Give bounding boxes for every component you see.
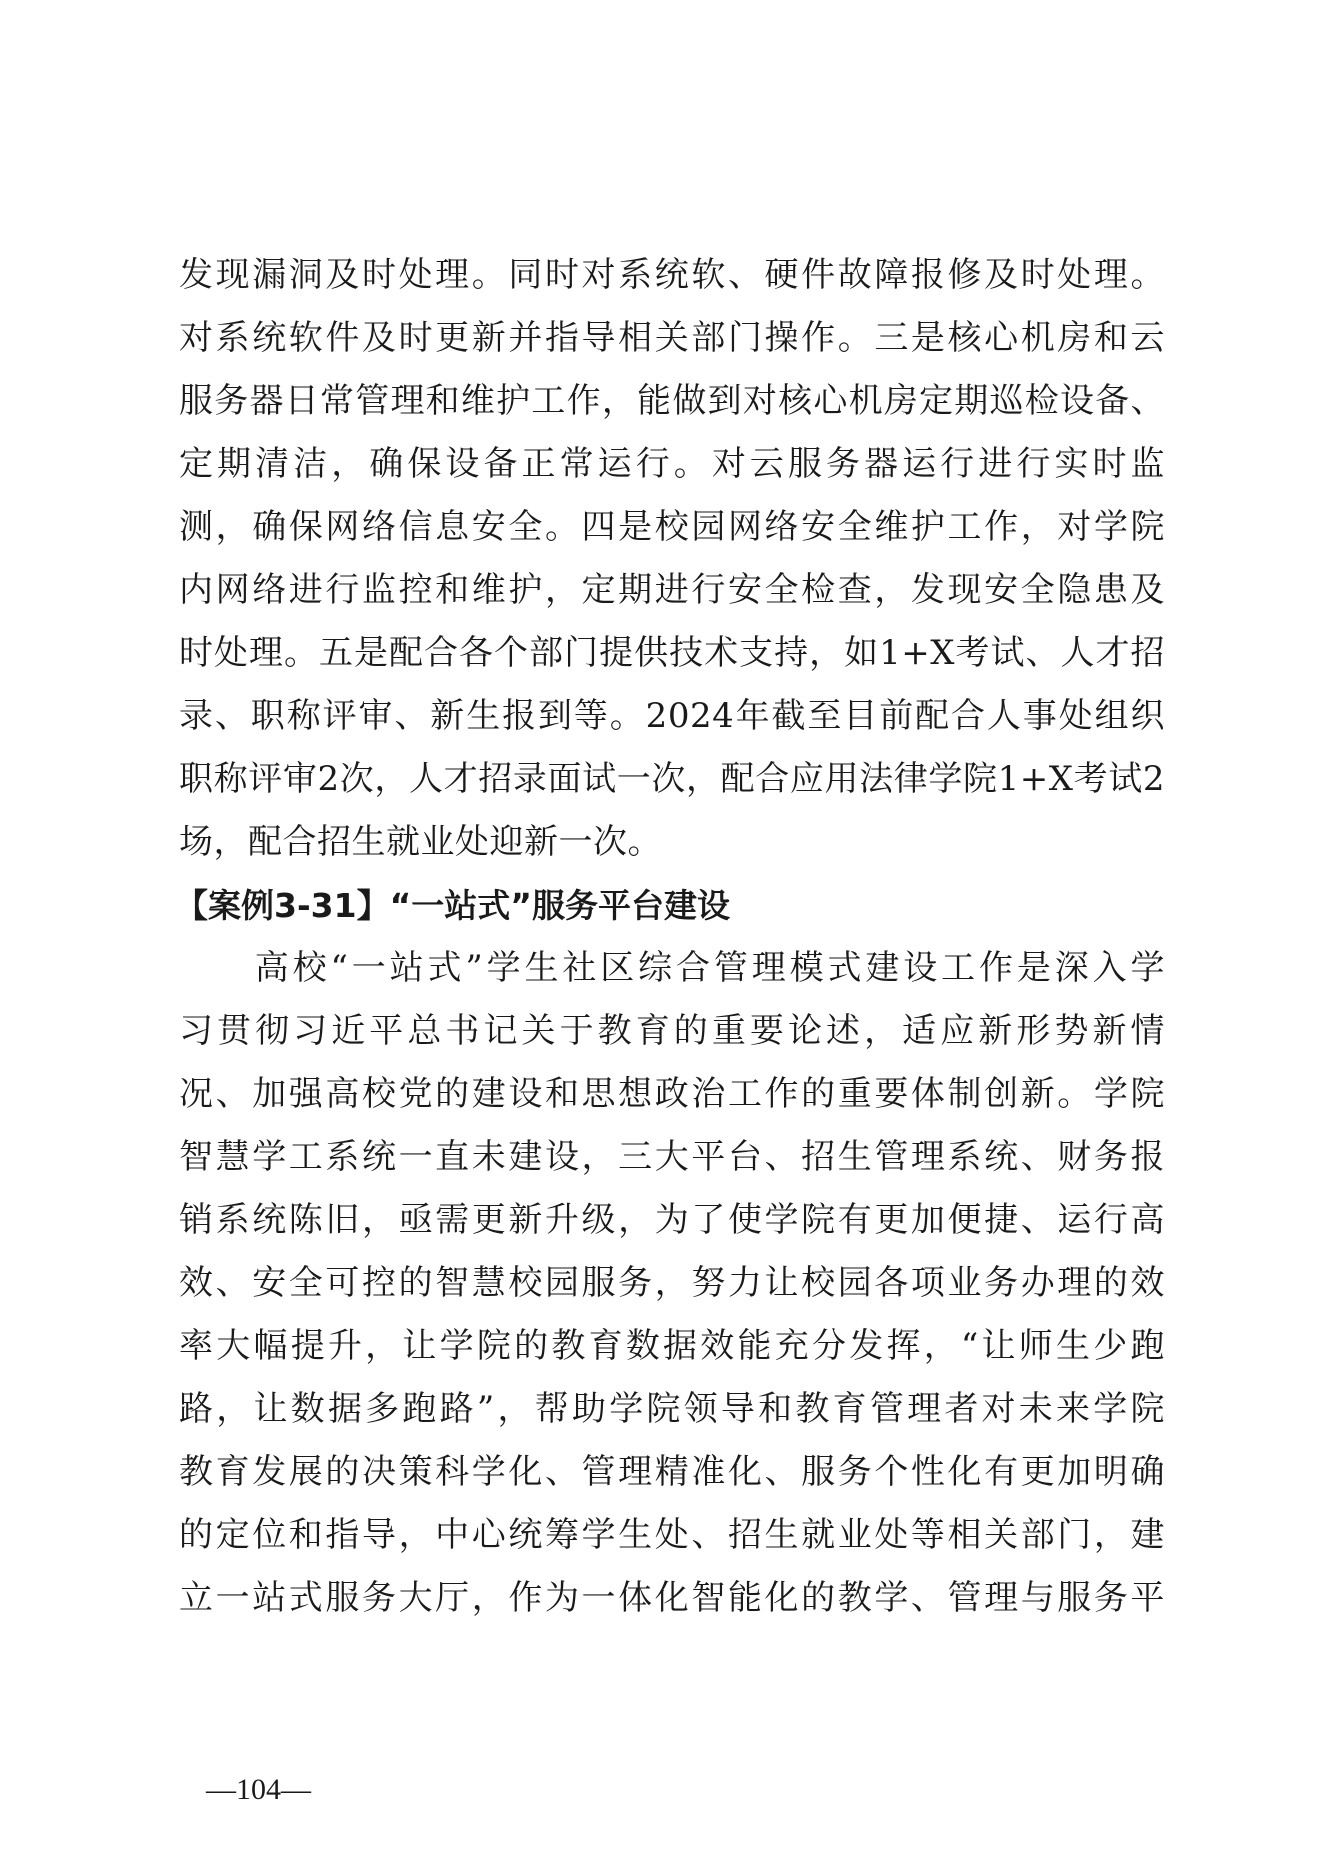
text-line: 教育发展的决策科学化、管理精准化、服务个性化有更加明确 — [179, 1452, 1165, 1492]
text-line: 立一站式服务大厅，作为一体化智能化的教学、管理与服务平 — [179, 1578, 1165, 1618]
text-line: 习贯彻习近平总书记关于教育的重要论述，适应新形势新情 — [179, 1011, 1165, 1051]
text-line: 路，让数据多跑路”，帮助学院领导和教育管理者对未来学院 — [179, 1389, 1165, 1429]
paragraph-2 — [179, 937, 1165, 1630]
text-line: 智慧学工系统一直未建设，三大平台、招生管理系统、财务报 — [179, 1137, 1165, 1177]
text-line: 的定位和指导，中心统筹学生处、招生就业处等相关部门，建 — [179, 1515, 1165, 1555]
text-line: 对系统软件及时更新并指导相关部门操作。三是核心机房和云 — [179, 318, 1165, 358]
text-line: 率大幅提升，让学院的教育数据效能充分发挥，“让师生少跑 — [179, 1326, 1165, 1366]
text-line: 效、安全可控的智慧校园服务，努力让校园各项业务办理的效 — [179, 1263, 1165, 1303]
text-line: 测，确保网络信息安全。四是校园网络安全维护工作，对学院 — [179, 507, 1165, 547]
text-line: 销系统陈旧，亟需更新升级，为了使学院有更加便捷、运行高 — [179, 1200, 1165, 1240]
paragraph-1 — [179, 244, 1165, 874]
text-line: 内网络进行监控和维护，定期进行安全检查，发现安全隐患及 — [179, 570, 1165, 610]
text-line: 发现漏洞及时处理。同时对系统软、硬件故障报修及时处理。 — [179, 255, 1165, 295]
page-number: —104— — [206, 1773, 311, 1806]
text-line: 场，配合招生就业处迎新一次。 — [179, 822, 662, 862]
text-line: 录、职称评审、新生报到等。2024年截至目前配合人事处组织 — [179, 696, 1165, 736]
text-line: 高校“一站式”学生社区综合管理模式建设工作是深入学 — [179, 948, 1165, 988]
text-line: 职称评审2次，人才招录面试一次，配合应用法律学院1+X考试2 — [179, 759, 1165, 799]
text-line: 定期清洁，确保设备正常运行。对云服务器运行进行实时监 — [179, 444, 1165, 484]
text-line: 况、加强高校党的建设和思想政治工作的重要体制创新。学院 — [179, 1074, 1165, 1114]
body-text — [175, 244, 1165, 1630]
text-line: 服务器日常管理和维护工作，能做到对核心机房定期巡检设备、 — [179, 381, 1165, 421]
text-line: 时处理。五是配合各个部门提供技术支持，如1+X考试、人才招 — [179, 633, 1165, 673]
case-heading: 【案例3-31】“一站式”服务平台建设 — [175, 886, 730, 925]
